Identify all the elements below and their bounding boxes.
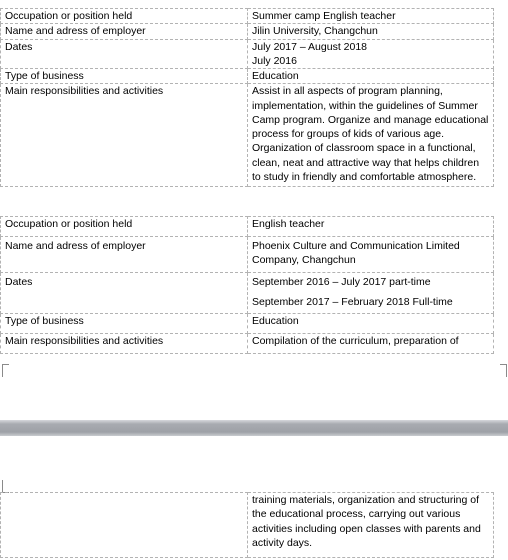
page-break-separator [0, 420, 508, 436]
occupation-value: English teacher [248, 217, 494, 237]
responsibilities-label: Main responsibilities and activities [1, 334, 248, 354]
employer-value: Jilin University, Changchun [248, 24, 494, 39]
table-row [1, 39, 494, 69]
table-row [1, 84, 494, 187]
job-table-2 [0, 216, 494, 354]
dates-line-1: September 2016 – July 2017 part-time [252, 276, 431, 288]
dates-label: Dates [1, 273, 248, 314]
page-corner-mark [500, 364, 507, 377]
document-page-2 [0, 436, 508, 560]
table-row [1, 217, 494, 237]
dates-line-2: September 2017 – February 2018 Full-time [252, 296, 453, 309]
table-row [1, 9, 494, 24]
table-row [1, 493, 494, 558]
responsibilities-value-continued: training materials, organization and structuring of the educational process, carrying out various activities including open classes with parents and activity days. [248, 493, 494, 558]
table-row [1, 334, 494, 354]
occupation-label: Occupation or position held [1, 9, 248, 24]
business-value: Education [248, 69, 494, 84]
table-row [1, 24, 494, 39]
responsibilities-label-continued [1, 493, 248, 558]
dates-label: Dates [1, 39, 248, 69]
employer-label: Name and adress of employer [1, 24, 248, 39]
business-value: Education [248, 314, 494, 334]
dates-value [248, 39, 494, 69]
responsibilities-label: Main responsibilities and activities [1, 84, 248, 187]
responsibilities-value: Assist in all aspects of program planning, implementation, within the guidelines of Summer Camp program. Organize and manage educational process for groups of kids of various age. Organization of classroom space in a functional, clean, neat and attractive way that helps children to study in friendly and comfortable atmosphere. [248, 84, 494, 187]
occupation-value: Summer camp English teacher [248, 9, 494, 24]
dates-line-2: July 2016 [252, 54, 297, 67]
occupation-label: Occupation or position held [1, 217, 248, 237]
dates-line-1: July 2017 – August 2018 [252, 40, 368, 53]
table-row [1, 69, 494, 84]
employer-label: Name and adress of employer [1, 237, 248, 273]
business-label: Type of business [1, 314, 248, 334]
job-table-2-continued [0, 492, 494, 558]
dates-value [248, 273, 494, 314]
table-row [1, 273, 494, 314]
responsibilities-value: Compilation of the curriculum, preparation of [248, 334, 494, 354]
page-corner-mark [2, 364, 9, 377]
table-row [1, 237, 494, 273]
employer-value: Phoenix Culture and Communication Limited Company, Changchun [248, 237, 494, 273]
table-row [1, 314, 494, 334]
business-label: Type of business [1, 69, 248, 84]
job-table-1 [0, 8, 494, 187]
